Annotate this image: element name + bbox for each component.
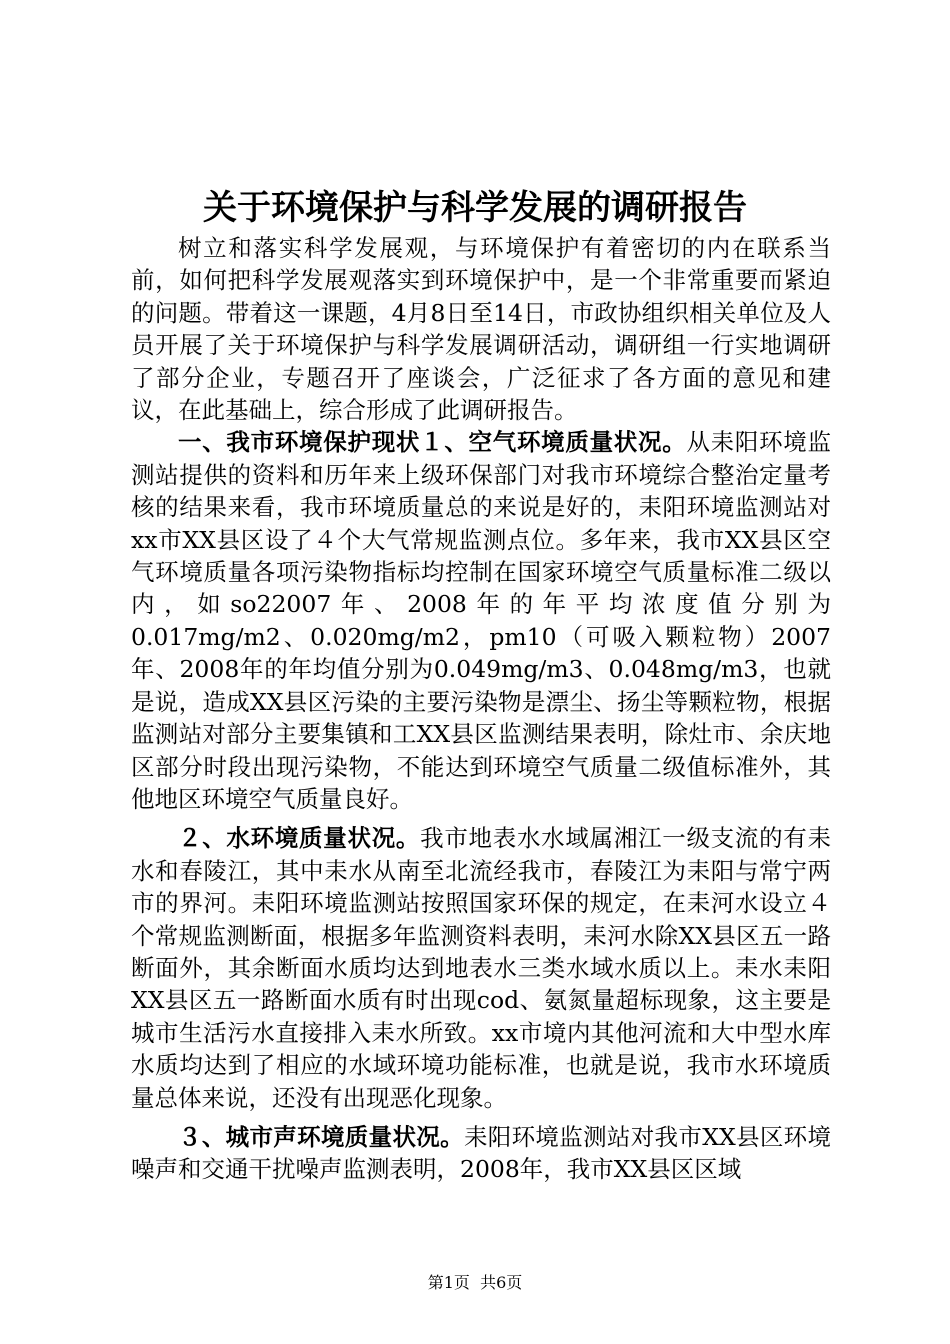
section-1-heading: 一、我市环境保护现状１、空气环境质量状况。 — [178, 428, 687, 457]
section-1-text: 从耒阳环境监测站提供的资料和历年来上级环保部门对我市环境综合整治定量考核的结果来看，我市环境质量总的来说是好的，耒阳环境监测站对xx市XX县区设了４个大气常规监测点位。多年来，我市XX县区空气环境质量各项污染物指标均控制在国家环境空气质量标准二级以内，如so22007年、2008年的年平均浓度值分别为0.017mg/m2、0.020mg/m2，pm10（可吸入颗粒物）2007年、2008年的年均值分别为0.049mg/m3、0.048mg/m3，也就是说，造成XX县区污染的主要污染物是漂尘、扬尘等颗粒物，根据监测站对部分主要集镇和工XX县区监测结果表明，除灶市、余庆地区部分时段出现污染物，不能达到环境空气质量二级值标准外，其他地区环境空气质量良好。 — [131, 428, 832, 813]
section-2-heading: ２、水环境质量状况。 — [178, 824, 421, 853]
page-footer — [0, 1272, 950, 1294]
section-3-text: 耒阳环境监测站对我市XX县区环境噪声和交通干扰噪声监测表明，2008年，我市XX县区区域 — [131, 1122, 831, 1184]
section-3-paragraph — [131, 1121, 831, 1186]
intro-text: 树立和落实科学发展观，与环境保护有着密切的内在联系当前，如何把科学发展观落实到环境保护中，是一个非常重要而紧迫的问题。带着这一课题，4月8日至14日，市政协组织相关单位及人员开展了关于环境保护与科学发展调研活动，调研组一行实地调研了部分企业，专题召开了座谈会，广泛征求了各方面的意见和建议，在此基础上，综合形成了此调研报告。 — [131, 234, 831, 425]
document-title: 关于环境保护与科学发展的调研报告 — [203, 188, 747, 228]
section-2-text: 我市地表水水域属湘江一级支流的有耒水和春陵江，其中耒水从南至北流经我市，春陵江为耒阳与常宁两市的界河。耒阳环境监测站按照国家环保的规定，在耒河水设立４个常规监测断面，根据多年监测资料表明，耒河水除XX县区五一路断面外，其余断面水质均达到地表水三类水域水质以上。耒水耒阳XX县区五一路断面水质有时出现cod、氨氮量超标现象，这主要是城市生活污水直接排入耒水所致。xx市境内其他河流和大中型水库水质均达到了相应的水域环境功能标准，也就是说，我市水环境质量总体来说，还没有出现恶化现象。 — [131, 824, 832, 1112]
section-1-paragraph — [131, 426, 831, 815]
page-number-label: 第1页 共6页 — [427, 1273, 523, 1292]
intro-paragraph — [131, 232, 831, 426]
section-3-heading: ３、城市声环境质量状况。 — [178, 1122, 464, 1151]
section-2-paragraph — [131, 822, 831, 1114]
document-body — [131, 232, 831, 1186]
